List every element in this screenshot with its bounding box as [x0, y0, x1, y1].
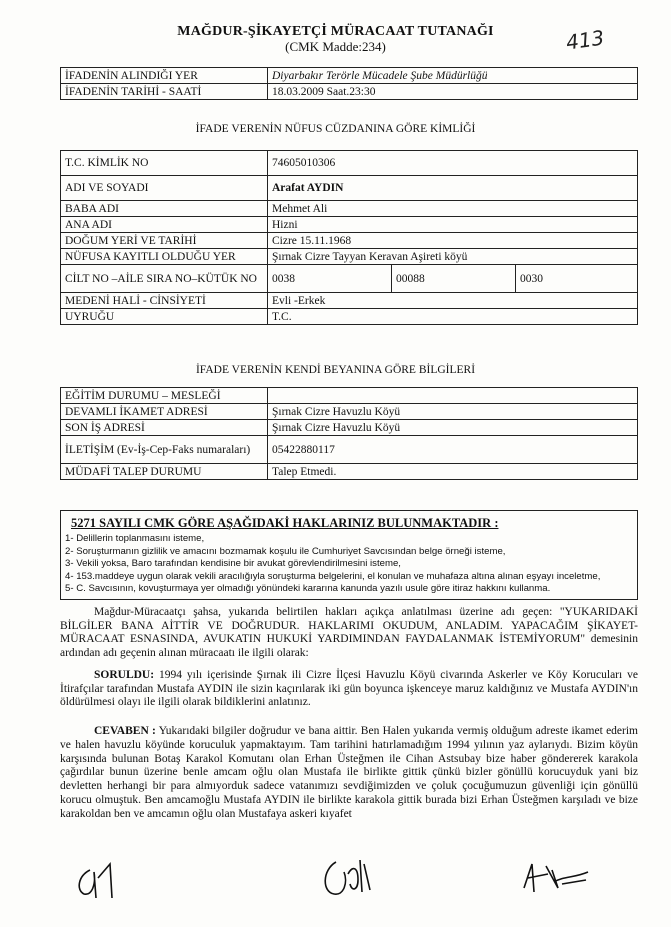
contact-value: 05422880117	[268, 436, 638, 464]
signature-left	[70, 858, 120, 903]
father-value: Mehmet Ali	[268, 201, 638, 217]
question-paragraph	[60, 669, 638, 710]
birth-label: DOĞUM YERİ VE TARİHİ	[61, 233, 268, 249]
mother-label: ANA ADI	[61, 217, 268, 233]
question-label: SORULDU:	[94, 669, 155, 681]
contact-label: İLETİŞİM (Ev-İş-Cep-Faks numaraları)	[61, 436, 268, 464]
lawyer-value: Talep Etmedi.	[268, 464, 638, 480]
identity-section-title: İFADE VERENİN NÜFUS CÜZDANINA GÖRE KİMLİĞİ	[195, 123, 476, 135]
cilt-label: CİLT NO –AİLE SIRA NO–KÜTÜK NO	[61, 265, 268, 293]
table-row	[61, 68, 638, 84]
signature-middle	[318, 852, 378, 902]
list-item: 2- Soruşturmanın gizlilik ve amacını bozmamak koşulu ile Cumhuriyet Savcısından belge örneği isteme,	[65, 545, 506, 557]
marital-label: MEDENİ HALİ - CİNSİYETİ	[61, 293, 268, 309]
name-value: Arafat AYDIN	[268, 176, 638, 201]
mother-value: Hizni	[268, 217, 638, 233]
place-table	[60, 67, 638, 100]
nationality-value: T.C.	[268, 309, 638, 325]
table-row	[61, 388, 638, 404]
list-item: 4- 153.maddeye uygun olarak vekili aracılığıyla soruşturma belgelerini, el konulan ve muhafaza altına alınan eşyayı inceletme,	[65, 570, 601, 582]
address-value: Şırnak Cizre Havuzlu Köyü	[268, 404, 638, 420]
registry-label: NÜFUSA KAYITLI OLDUĞU YER	[61, 249, 268, 265]
answer-text: Yukarıdaki bilgiler doğrudur ve bana aittir. Ben Halen yukarıda vermiş olduğum adreste ikamet ederim ve halen havuzlu köyünde koruculuk yapmaktayım. Tam tarihini hatırlamadığım 1994 yılının yaz aylarıydı. Bizim köyün karşısında bulunan Botaş Karakol Komutanı olan Erhan Üsteğmen ile Cihan Astsubay bize haber göndererek karakola çağırdılar bunun üzerine benle amcam oğlu olan Mustafa ile birlikte gittik çünkü bizler gönüllü korucuyduk yani biz devletten herhangi bir para almıyorduk sadece vatanımızı sevdiğimizden ve çoluk çocuğumuzun güvenliği için gönüllü korucu olmuştuk. Ben amcamoğlu Mustafa AYDIN ile birlikte karakola gittik burada bizi Erhan Üsteğmen karşıladı ve bize karakoldan ben ve amcamın oğlu olan Mustafaya askeri kıyafet	[60, 725, 638, 820]
page-number: 413	[564, 25, 606, 55]
registry-value: Şırnak Cizre Tayyan Keravan Aşireti köyü	[268, 249, 638, 265]
table-row	[61, 151, 638, 176]
lawyer-label: MÜDAFİ TALEP DURUMU	[61, 464, 268, 480]
rights-box	[60, 510, 638, 600]
table-row	[61, 233, 638, 249]
place-value: Diyarbakır Terörle Mücadele Şube Müdürlüğü	[268, 68, 638, 84]
table-row	[61, 464, 638, 480]
rights-title: 5271 SAYILI CMK GÖRE AŞAĞIDAKİ HAKLARINIZ BULUNMAKTADIR :	[71, 516, 499, 530]
table-row	[61, 201, 638, 217]
table-row	[61, 217, 638, 233]
table-row	[61, 265, 638, 293]
table-row	[61, 420, 638, 436]
question-text: 1994 yılı içerisinde Şırnak ili Cizre İlçesi Havuzlu Köyü civarında Askerler ve Köy Korucuları ve İtirafçılar tarafından Mustafa AYDIN ile sizin kaçırılarak iki gün boyunca işkenceye maruz kaldığınız ve Mustafa AYDIN'ın öldürülmesi olayı ile ilgili olarak bildiklerini anlatınız.	[60, 669, 638, 708]
nationality-label: UYRUĞU	[61, 309, 268, 325]
name-label: ADI VE SOYADI	[61, 176, 268, 201]
cilt-value: 0038	[268, 265, 392, 293]
table-row	[61, 176, 638, 201]
identity-table	[60, 150, 638, 325]
aile-value: 00088	[392, 265, 516, 293]
address-label: DEVAMLI İKAMET ADRESİ	[61, 404, 268, 420]
declaration-section-title: İFADE VERENİN KENDİ BEYANINA GÖRE BİLGİLERİ	[195, 364, 476, 376]
table-row	[61, 436, 638, 464]
kutuk-value: 0030	[516, 265, 638, 293]
place-label: İFADENİN ALINDIĞI YER	[61, 68, 268, 84]
datetime-label: İFADENİN TARİHİ - SAATİ	[61, 84, 268, 100]
table-row	[61, 309, 638, 325]
table-row	[61, 249, 638, 265]
intro-paragraph: Mağdur-Müracaatçı şahsa, yukarıda belirtilen hakları açıkça anlatılması üzerine adı geçen: "YUKARIDAKİ BİLGİLER BANA AİTTİR VE DOĞRUDUR. HAKLARIMI OKUDUM, ANLADIM. YAPACAĞIM ŞİKAYET-MÜRACAAT ESNASINDA, AVUKATIN HUKUKİ YARDIMINDAN FAYDALANMAK İSTEMİYORUM" demesinin ardından adı geçenin alınan müracaatı ile ilgili olarak:	[60, 606, 638, 659]
birth-value: Cizre 15.11.1968	[268, 233, 638, 249]
marital-value: Evli -Erkek	[268, 293, 638, 309]
table-row	[61, 293, 638, 309]
datetime-value: 18.03.2009 Saat.23:30	[268, 84, 638, 100]
signature-right	[518, 858, 598, 898]
education-value	[268, 388, 638, 404]
answer-paragraph	[60, 725, 638, 822]
document-subtitle: (CMK Madde:234)	[285, 39, 386, 54]
list-item: 5- C. Savcısının, kovuşturmaya yer olmadığı yönündeki kararına kanunda yazılı usule göre itiraz hakkını kullanma.	[65, 583, 551, 594]
work-label: SON İŞ ADRESİ	[61, 420, 268, 436]
father-label: BABA ADI	[61, 201, 268, 217]
table-row	[61, 404, 638, 420]
education-label: EĞİTİM DURUMU – MESLEĞİ	[61, 388, 268, 404]
list-item: 1- Delillerin toplanmasını isteme,	[65, 533, 205, 544]
work-value: Şırnak Cizre Havuzlu Köyü	[268, 420, 638, 436]
document-title: MAĞDUR-ŞİKAYETÇİ MÜRACAAT TUTANAĞI	[177, 24, 494, 39]
table-row	[61, 84, 638, 100]
rights-list	[65, 533, 600, 596]
answer-label: CEVABEN :	[94, 725, 156, 737]
list-item: 3- Vekili yoksa, Baro tarafından kendisine bir avukat görevlendirilmesini isteme,	[65, 558, 401, 569]
tc-label: T.C. KİMLİK NO	[61, 151, 268, 176]
declaration-table	[60, 387, 638, 480]
tc-value: 74605010306	[268, 151, 638, 176]
